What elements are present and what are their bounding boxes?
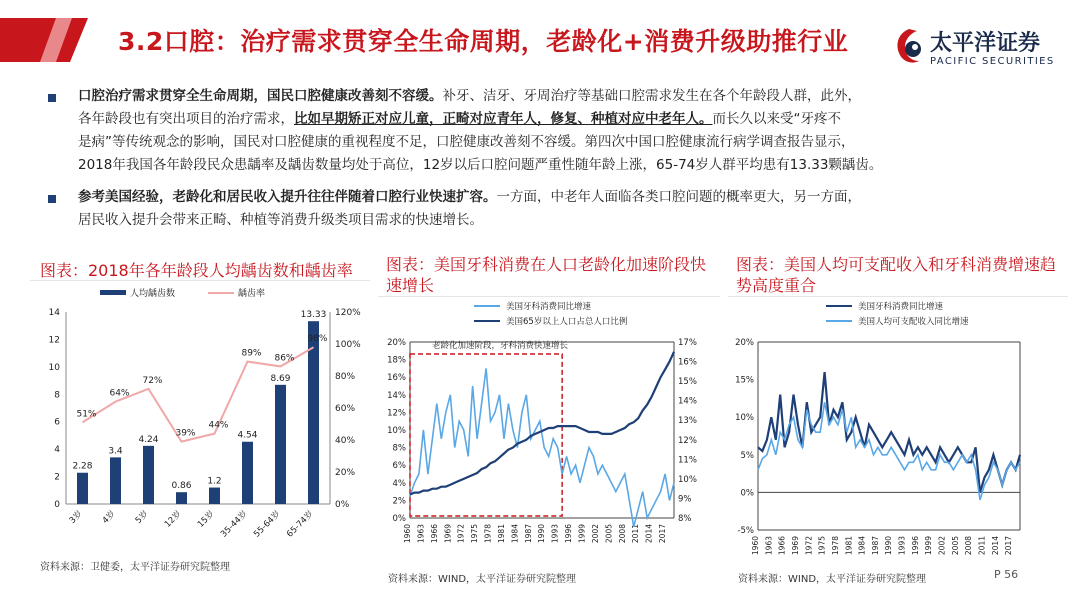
bar-value-label: 3.4 [108,446,123,457]
chart-dental-vs-aging [378,298,723,560]
x-tick-label: 3岁 [67,509,85,526]
x-tick-label: 1987 [523,524,533,544]
y-tick-label: 4 [54,445,60,456]
pacific-logo-icon [893,27,925,67]
y2-tick-label: 100% [335,340,361,350]
line-value-label: 64% [109,388,130,399]
y-tick-label: 8 [54,390,60,401]
chart-source-2: 资料来源：WIND，太平洋证券研究院整理 [388,574,577,585]
x-tick-label: 1984 [510,524,520,544]
legend-label: 美国人均可支配收入同比增速 [858,317,969,327]
bar [176,492,187,504]
x-tick-label: 1966 [777,536,787,556]
paragraph-line [78,108,1063,131]
x-tick-label: 1966 [429,524,439,544]
text-run: 一方面，中老年人面临各类口腔问题的概率更大，另一方面， [496,189,861,205]
x-tick-label: 2005 [950,536,960,556]
x-tick-label: 1981 [844,536,854,556]
bullet-paragraph-1 [78,85,1063,177]
bar-value-label: 4.54 [237,430,258,441]
y2-tick-label: 0% [335,500,350,510]
y-tick-label: 10% [387,426,406,436]
y2-tick-label: 16% [678,357,697,368]
y-tick-label: 15% [735,375,754,386]
bar [110,457,121,504]
bar-value-label: 2.28 [72,461,93,472]
bold-text: 口腔治疗需求贯穿全生命周期，国民口腔健康改善刻不容缓。 [78,88,443,104]
chart-source-3: 资料来源：WIND，太平洋证券研究院整理 [738,574,927,585]
x-tick-label: 1978 [830,536,840,556]
y2-tick-label: 17% [678,338,697,348]
x-tick-label: 2014 [644,524,654,544]
x-tick-label: 1978 [483,524,493,544]
y-tick-label: 4% [392,478,406,489]
x-tick-label: 1969 [443,524,453,544]
x-tick-label: 2005 [604,524,614,544]
x-tick-label: 1990 [884,536,894,556]
paragraph-line [78,186,1063,209]
x-tick-label: 1999 [577,524,587,544]
x-tick-label: 55-64岁 [252,509,283,540]
x-tick-label: 1987 [870,536,880,556]
x-tick-label: 1960 [403,524,412,544]
y2-tick-label: 120% [335,308,361,318]
chart-title-1: 图表：2018年各年龄段人均龋齿数和龋齿率 [40,261,353,280]
y2-tick-label: 14% [678,396,697,407]
x-tick-label: 4岁 [100,509,118,526]
legend-label: 美国牙科消费同比增速 [506,302,592,312]
x-tick-label: 1972 [456,524,466,544]
x-tick-label: 2017 [1004,536,1014,556]
x-tick-label: 1999 [924,536,934,556]
header-banner [0,18,88,62]
bar-value-label: 0.86 [171,481,192,492]
x-tick-label: 65-74岁 [285,509,316,540]
x-tick-label: 2002 [590,524,600,544]
y-tick-label: 8% [392,443,406,454]
y-tick-label: 20% [735,338,754,348]
bullet-paragraph-2 [78,186,1063,232]
x-tick-label: 1984 [857,536,867,556]
x-tick-label: 1972 [804,536,814,556]
annotation-text: 老龄化加速阶段，牙科消费快速增长 [432,341,569,351]
y-tick-label: -5% [737,526,754,536]
panel-divider [728,296,1068,297]
paragraph-line [78,209,1063,232]
bar [275,385,286,504]
bar-value-label: 1.2 [207,476,222,487]
y-tick-label: 20% [387,338,406,348]
paragraph-line [78,85,1063,108]
legend-label: 美国65岁以上人口占总人口比例 [506,317,628,327]
y2-tick-label: 9% [678,494,692,505]
line-value-label: 72% [142,375,163,386]
y2-tick-label: 13% [678,416,697,427]
paragraph-line [78,131,1063,154]
chart-title-3: 图表：美国人均可支配收入和牙科消费增速趋势高度重合 [736,255,1057,295]
y-tick-label: 14 [48,308,60,318]
legend-label: 龋齿率 [238,289,266,299]
line-value-label: 51% [76,409,97,420]
y-tick-label: 2 [54,472,60,483]
y-tick-label: 12% [387,408,406,419]
bar [242,442,253,504]
y-tick-label: 0% [392,514,406,524]
bullet-marker [48,195,56,203]
y2-tick-label: 10% [678,474,697,485]
line-value-label: 86% [274,353,295,364]
bar [143,446,154,504]
y2-tick-label: 80% [335,372,356,382]
x-tick-label: 1975 [470,524,480,544]
y2-tick-label: 11% [678,455,697,466]
line-value-label: 44% [208,420,229,431]
y-tick-label: 5% [740,450,754,461]
y2-tick-label: 40% [335,436,356,446]
x-tick-label: 2011 [631,524,641,544]
y2-tick-label: 8% [678,514,692,524]
paragraph-line [78,154,1063,177]
y2-tick-label: 20% [335,468,356,478]
panel-divider [30,280,370,281]
x-tick-label: 1993 [550,524,560,544]
y-tick-label: 6% [392,461,406,472]
x-tick-label: 5岁 [133,509,151,526]
x-tick-label: 1960 [751,536,760,556]
line-value-label: 39% [175,428,196,439]
legend-label: 美国牙科消费同比增速 [858,302,944,312]
x-tick-label: 35-44岁 [219,509,250,540]
series-line [410,352,674,495]
series-line [410,368,674,526]
bar [209,488,220,504]
y2-tick-label: 15% [678,377,697,388]
y-tick-label: 14% [387,390,406,401]
y-tick-label: 12 [48,335,60,346]
legend-label: 人均龋齿数 [130,289,176,299]
x-tick-label: 12岁 [162,509,184,530]
x-tick-label: 2002 [937,536,947,556]
bar-value-label: 8.69 [270,373,291,384]
y-tick-label: 10 [48,362,60,373]
x-tick-label: 1990 [537,524,547,544]
x-tick-label: 15岁 [195,509,217,530]
logo-text-cn: 太平洋证券 [930,31,1041,56]
text-run: 是病”等传统观念的影响，国民对口腔健康的重视程度不足，口腔健康改善刻不容缓。第四次中国口腔健康流行病学调查报告显示， [78,134,855,150]
x-tick-label: 2017 [658,524,668,544]
x-tick-label: 2008 [964,536,974,556]
y2-tick-label: 60% [335,404,356,414]
bar-value-label: 4.24 [138,434,159,445]
text-run: 各年龄段也有突出项目的治疗需求， [78,111,294,127]
y2-tick-label: 12% [678,435,697,446]
x-tick-label: 1996 [910,536,920,556]
x-tick-label: 2011 [977,536,987,556]
legend-swatch-bar [100,290,126,295]
chart-dental-vs-income [728,298,1068,560]
x-tick-label: 1996 [564,524,574,544]
line-value-label: 98% [307,334,328,345]
chart-source-1: 资料来源：卫健委，太平洋证券研究院整理 [40,562,230,573]
panel-divider [378,296,720,297]
x-tick-label: 1969 [790,536,800,556]
bar [77,473,88,504]
page-number: P 56 [994,568,1019,581]
x-tick-label: 1963 [764,536,774,556]
y-tick-label: 2% [392,496,406,507]
y-tick-label: 10% [735,413,754,424]
logo-text-en: PACIFIC SECURITIES [930,56,1055,67]
page-title: 3.2口腔：治疗需求贯穿全生命周期，老龄化+消费升级助推行业 [118,27,849,56]
text-run: 2018年我国各年龄段民众患龋率及龋齿数量均处于高位，12岁以后口腔问题严重性随年龄上涨，65-74岁人群平均患有13.33颗龋齿。 [78,157,883,173]
text-run: 而长久以来受“牙疼不 [712,111,841,127]
bullet-marker [48,94,56,102]
y-tick-label: 0% [740,488,754,499]
x-tick-label: 2008 [617,524,627,544]
text-run: 补牙、洁牙、牙周治疗等基础口腔需求发生在各个年龄段人群，此外， [442,88,861,104]
y-tick-label: 16% [387,373,406,384]
y-tick-label: 0 [54,500,60,510]
x-tick-label: 1975 [817,536,827,556]
x-tick-label: 1963 [416,524,426,544]
chart-caries-by-age [30,282,370,550]
bar-value-label: 13.33 [300,310,327,321]
y-tick-label: 6 [54,417,60,428]
text-run: 居民收入提升会带来正畸、种植等消费升级类项目需求的快速增长。 [78,212,483,228]
bold-text: 比如早期矫正对应儿童，正畸对应青年人，修复、种植对应中老年人。 [294,111,713,127]
bold-text: 参考美国经验，老龄化和居民收入提升往往伴随着口腔行业快速扩容。 [78,189,497,205]
x-tick-label: 1981 [496,524,506,544]
y-tick-label: 18% [387,355,406,366]
x-tick-label: 1993 [897,536,907,556]
x-tick-label: 2014 [990,536,1000,556]
chart-title-2: 图表：美国牙科消费在人口老龄化加速阶段快速增长 [386,255,707,295]
line-value-label: 89% [241,348,262,359]
